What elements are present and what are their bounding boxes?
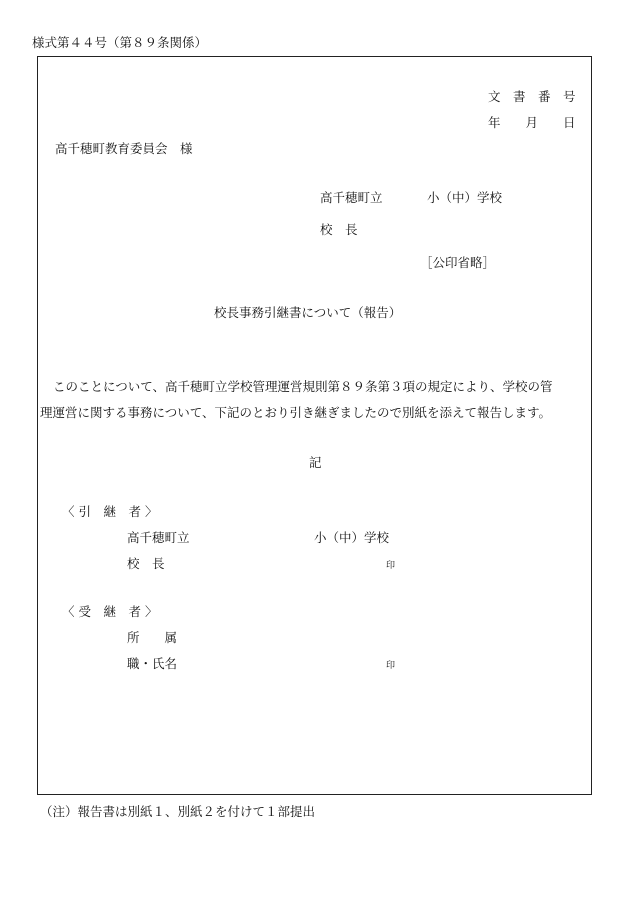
seal-mark: 印 (385, 561, 395, 571)
body-line-2: 理運営に関する事務について、下記のとおり引き継ぎましたので別紙を添えて報告します。 (40, 405, 552, 420)
handover-to-position-label: 職・氏名 (127, 656, 178, 671)
sender-town: 高千穂町立 (320, 190, 383, 205)
footnote: （注）報告書は別紙１、別紙２を付けて１部提出 (40, 804, 316, 819)
body-line-1: このことについて、高千穂町立学校管理運営規則第８９条第３項の規定により、学校の管 (53, 379, 553, 394)
ki-heading: 記 (309, 455, 322, 470)
handover-from-school: 小（中）学校 (314, 530, 390, 545)
handover-to-dept-label: 所 属 (127, 630, 178, 645)
addressee: 高千穂町教育委員会 様 (55, 141, 193, 156)
handover-from-title: 校 長 (127, 556, 165, 571)
seal-mark: 印 (385, 661, 395, 671)
document-subject: 校長事務引継書について（報告） (214, 305, 402, 320)
handover-from-town: 高千穂町立 (127, 530, 190, 545)
document-frame (37, 56, 592, 795)
document-number-label: 文 書 番 号 (488, 89, 576, 104)
handover-from-stamp (385, 556, 396, 572)
handover-from-heading: 〈 引 継 者 〉 (62, 504, 158, 519)
handover-to-stamp (385, 656, 396, 672)
handover-to-heading: 〈 受 継 者 〉 (62, 604, 158, 619)
date-label: 年 月 日 (488, 115, 576, 130)
sender-title: 校 長 (320, 222, 358, 237)
sender-school: 小（中）学校 (427, 190, 503, 205)
form-label: 様式第４４号（第８９条関係） (32, 35, 208, 50)
seal-omitted-note: ［公印省略］ (420, 255, 496, 270)
